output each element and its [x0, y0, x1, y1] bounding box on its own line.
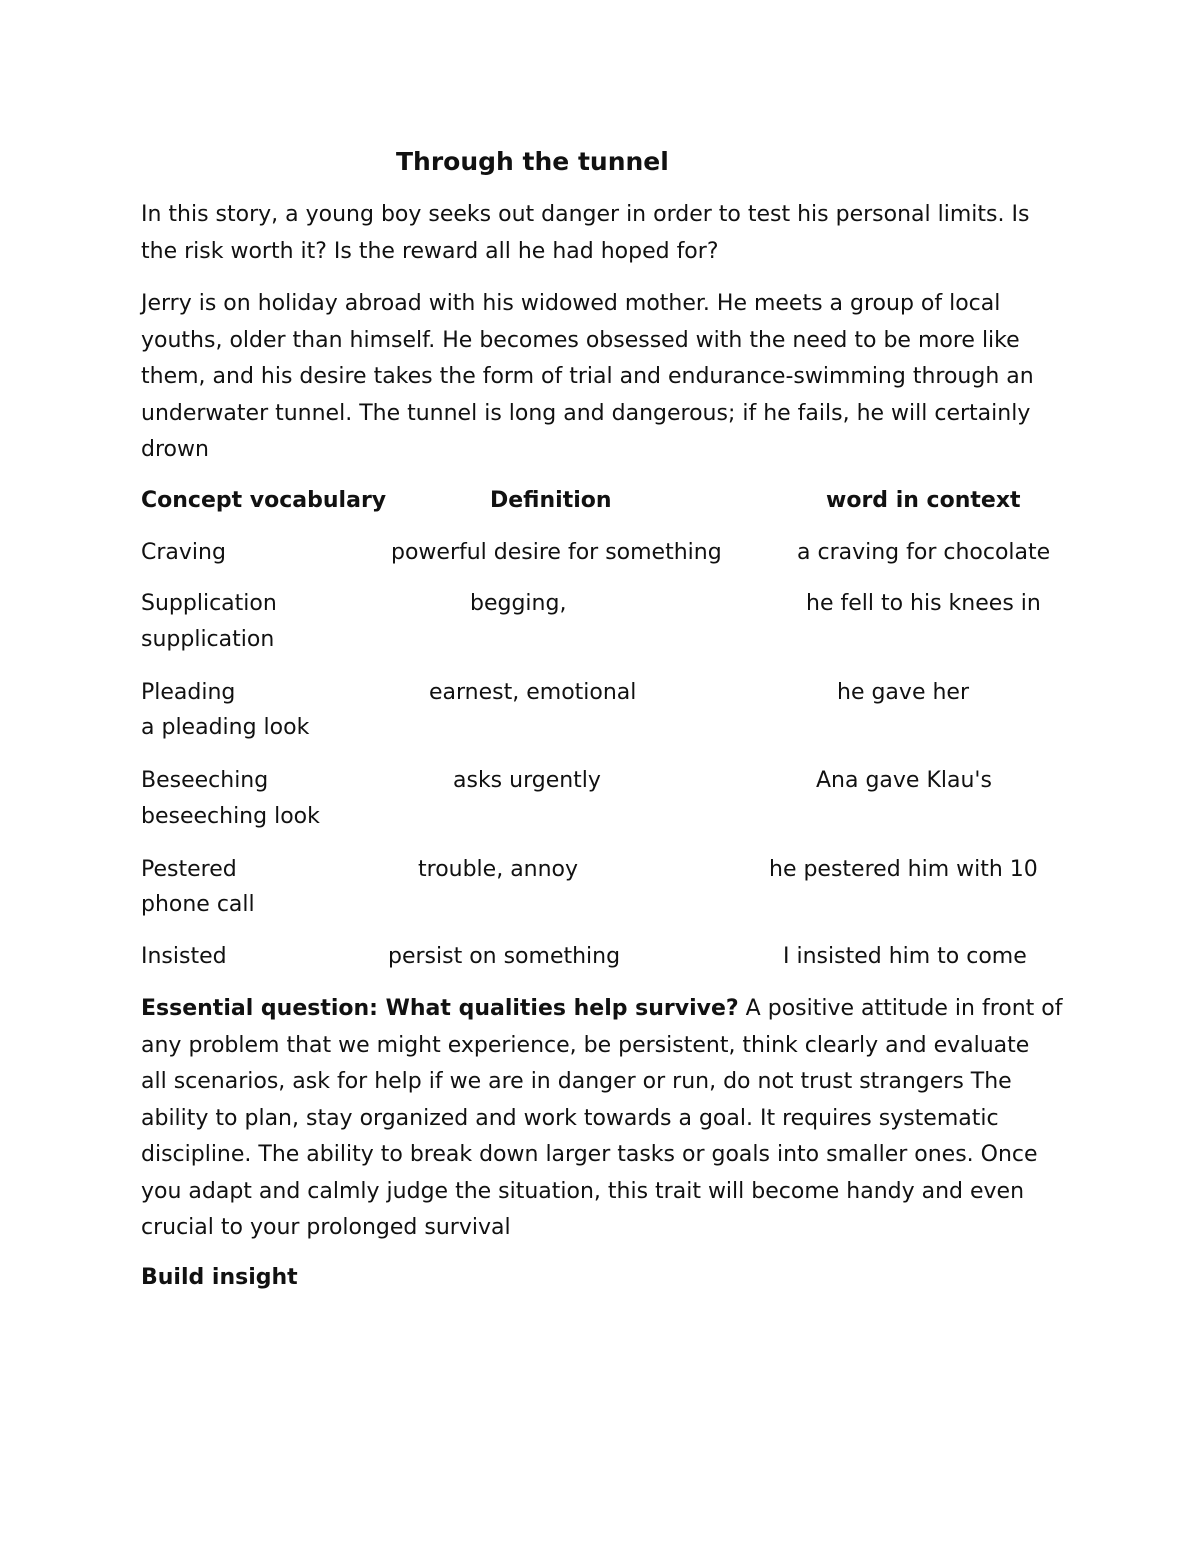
vocab-context-continued: a pleading look	[141, 715, 310, 740]
vocab-header-word: Concept vocabulary	[141, 488, 387, 513]
essential-line: any problem that we might experience, be persistent, think clearly and evaluate	[141, 1032, 1030, 1058]
essential-first-line	[141, 991, 1081, 1028]
vocab-word: Pestered	[141, 857, 237, 882]
intro-paragraph	[141, 197, 1081, 270]
vocab-header-context: word in context	[826, 488, 1021, 513]
vocab-definition: persist on something	[388, 944, 621, 969]
vocab-context: a craving for chocolate	[797, 540, 1051, 565]
summary-line: underwater tunnel. The tunnel is long and dangerous; if he fails, he will certainly	[141, 400, 1031, 426]
vocab-context-continued: supplication	[141, 627, 275, 652]
vocab-context-continued: phone call	[141, 892, 255, 917]
essential-line: all scenarios, ask for help if we are in danger or run, do not trust strangers The	[141, 1069, 1012, 1094]
summary-line: youths, older than himself. He becomes obsessed with the need to be more like	[141, 327, 1020, 353]
vocab-definition: powerful desire for something	[391, 540, 722, 565]
essential-line: you adapt and calmly judge the situation, this trait will become handy and even	[141, 1178, 1025, 1204]
vocab-context: he gave her	[837, 680, 969, 705]
intro-line: In this story, a young boy seeks out danger in order to test his personal limits. Is	[141, 202, 1030, 227]
essential-line: ability to plan, stay organized and work towards a goal. It requires systematic	[141, 1105, 999, 1131]
intro-line: the risk worth it? Is the reward all he had hoped for?	[141, 238, 719, 264]
vocab-definition: earnest, emotional	[429, 680, 637, 705]
essential-line: discipline. The ability to break down larger tasks or goals into smaller ones. Once	[141, 1142, 1038, 1167]
vocab-context-continued: beseeching look	[141, 804, 320, 829]
vocab-context: he pestered him with 10	[769, 857, 1038, 882]
vocab-context: Ana gave Klau's	[816, 768, 992, 793]
vocab-context: he fell to his knees in	[806, 591, 1041, 616]
essential-question-label: Essential question: What qualities help survive?	[141, 996, 739, 1021]
essential-first-line-rest: A positive attitude in front of	[738, 996, 1063, 1021]
vocab-word: Supplication	[141, 591, 277, 616]
vocab-word: Insisted	[141, 944, 227, 969]
summary-line: them, and his desire takes the form of trial and endurance-swimming through an	[141, 364, 1034, 389]
summary-line: Jerry is on holiday abroad with his widowed mother. He meets a group of local	[141, 291, 1001, 316]
document-title: Through the tunnel	[396, 147, 669, 176]
vocab-definition: begging,	[470, 591, 567, 616]
vocab-header-definition: Definition	[490, 488, 612, 513]
vocab-definition: trouble, annoy	[418, 857, 579, 882]
vocab-definition: asks urgently	[453, 768, 601, 793]
vocab-word: Craving	[141, 540, 226, 565]
essential-line: crucial to your prolonged survival	[141, 1215, 511, 1240]
vocab-context: I insisted him to come	[783, 944, 1027, 969]
vocab-word: Pleading	[141, 680, 236, 705]
summary-paragraph	[141, 286, 1081, 469]
summary-line: drown	[141, 437, 209, 462]
vocab-word: Beseeching	[141, 768, 269, 793]
essential-question-paragraph	[141, 991, 1081, 1247]
build-insight-heading: Build insight	[141, 1265, 298, 1290]
